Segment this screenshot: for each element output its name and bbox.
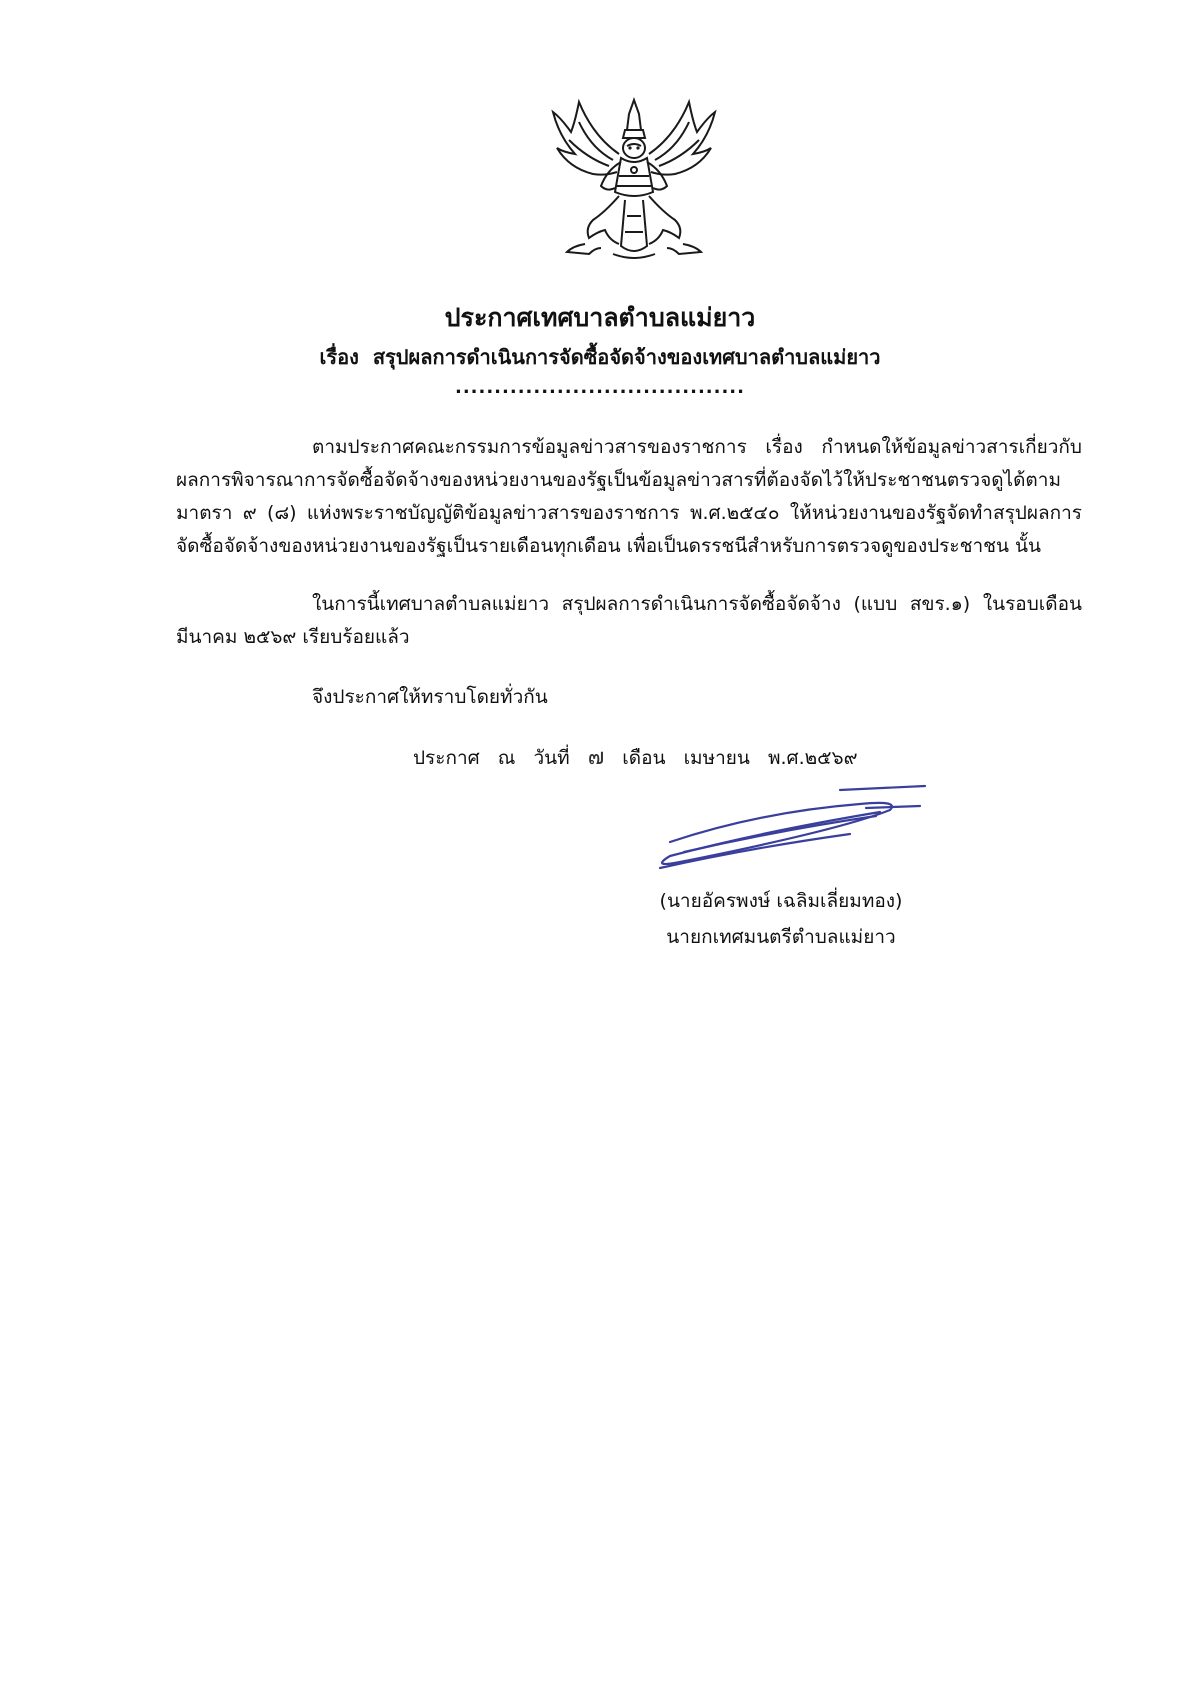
announcement-date [413, 741, 870, 775]
body-paragraph-2 [176, 588, 1082, 654]
paragraph-line: ตามประกาศคณะกรรมการข้อมูลข่าวสารของราชการ เรื่อง กำหนดให้ข้อมูลข่าวสารเกี่ยวกับ [312, 436, 1082, 458]
date-prefix: ประกาศ [413, 747, 480, 769]
paragraph-line: ในการนี้เทศบาลตำบลแม่ยาว สรุปผลการดำเนินการจัดซื้อจัดจ้าง (แบบ สขร.๑) ในรอบเดือน [312, 593, 1082, 615]
body-paragraph-1 [176, 431, 1082, 563]
date-day-label: วันที่ [533, 747, 570, 769]
announcement-title: ประกาศเทศบาลตำบลแม่ยาว [444, 303, 756, 332]
closing-statement: จึงประกาศให้ทราบโดยทั่วกัน [312, 686, 548, 708]
paragraph-line: มีนาคม ๒๕๖๙ เรียบร้อยแล้ว [176, 626, 410, 648]
garuda-emblem-icon [549, 96, 719, 262]
announcement-subject [0, 342, 1200, 372]
date-month-label: เดือน [622, 747, 666, 769]
handwritten-signature [640, 782, 940, 878]
paragraph-line: ผลการพิจารณาการจัดซื้อจัดจ้างของหน่วยงานของรัฐเป็นข้อมูลข่าวสารที่ต้องจัดไว้ให้ประชาชนตรวจดูได้ตาม [176, 469, 1061, 491]
date-day: ๗ [587, 745, 605, 770]
subject-text: สรุปผลการดำเนินการจัดซื้อจัดจ้างของเทศบาลตำบลแม่ยาว [372, 345, 881, 369]
paragraph-line: จัดซื้อจัดจ้างของหน่วยงานของรัฐเป็นรายเดือนทุกเดือน เพื่อเป็นดรรชนีสำหรับการตรวจดูของประชาชน นั้น [176, 535, 1042, 557]
signer-position: นายกเทศมนตรีตำบลแม่ยาว [666, 926, 896, 948]
dotted-separator: ..................................... [454, 377, 745, 398]
paragraph-line: มาตรา ๙ (๘) แห่งพระราชบัญญัติข้อมูลข่าวสารของราชการ พ.ศ.๒๕๔๐ ให้หน่วยงานของรัฐจัดทำสรุปผลการ [176, 502, 1082, 524]
date-month: เมษายน [683, 747, 750, 769]
date-year: พ.ศ.๒๕๖๙ [767, 747, 858, 769]
date-at: ณ [497, 747, 516, 769]
subject-label: เรื่อง [319, 345, 359, 369]
signer-name: (นายอัครพงษ์ เฉลิมเลี่ยมทอง) [659, 890, 903, 912]
